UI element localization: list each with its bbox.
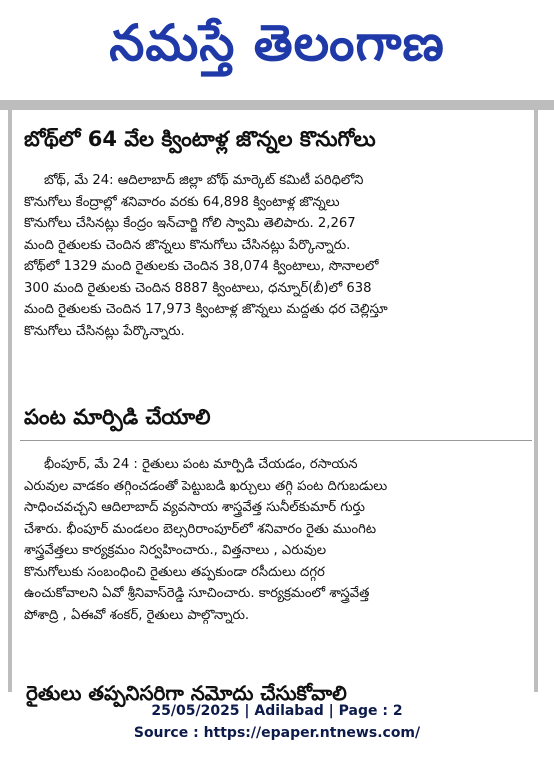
masthead [0,0,554,98]
article-line: శాస్త్రవేత్తలు కార్యక్రమం నిర్వహించారు., విత్తనాలు , ఎరువుల [24,543,327,558]
cut-off-headline: రైతులు తప్పనిసరిగా నమోదు చేసుకోవాలి [26,681,347,705]
article-line: 300 మంది రైతులకు చెందిన 8887 క్వింటాలు, ధన్నూర్(బీ)లో 638 [24,280,372,296]
article-line: ఎరువుల వాడకం తగ్గించడంతో పెట్టుబడి ఖర్చులు తగ్గి పంట దిగుబడులు [24,478,388,494]
article-line: భీంపూర్, మే 24 : రైతులు పంట మార్పిడి చేయడం, రసాయన [44,457,358,472]
article-line: కొనుగోలు కేంద్రాల్లో శనివారం వరకు 64,898 క్వింటాళ్ల జొన్నలు [24,194,340,210]
footer [0,700,554,744]
article-line: మంది రైతులకు చెందిన జొన్నలు కొనుగోలు చేసినట్లు పేర్కొన్నారు. [24,237,351,253]
article-line: కొనుగోలు చేసినట్లు కేంద్రం ఇన్‌చార్జి గోలి స్వామి తెలిపారు. 2,267 [24,216,356,231]
article-line: కొనుగోలు చేసినట్లు పేర్కొన్నారు. [24,323,185,339]
article-headline: బోథ్‌లో 64 వేల క్వింటాళ్ల జొన్నల కొనుగోలు [24,127,376,151]
section-divider [20,440,532,441]
article-body [24,454,520,626]
article-body [24,170,520,342]
article-clipping [8,110,538,705]
article-line: చేశారు. భీంపూర్ మండలం బెల్సరిరాంపూర్‌లో శనివారం రైతు ముంగిట [24,521,376,537]
article-line: పోశాద్రి , ఏఈవో శంకర్, రైతులు పాల్గొన్నారు. [24,607,250,623]
article-line: బోథ్‌లో 1329 మంది రైతులకు చెందిన 38,074 క్వింటాలు, సొనాలలో [24,259,379,274]
article-line: సాధించవచ్చని ఆదిలాబాద్ వ్యవసాయ శాస్త్రవేత్త సునీల్‌కుమార్ గుర్తు [24,500,365,515]
article-line: ఉంచుకోవాలని ఏవో శ్రీనివాస్‌రెడ్డి సూచించారు. కార్యక్రమంలో శాస్త్రవేత్త [24,586,370,601]
footer-source: Source : https://epaper.ntnews.com/ [133,725,421,741]
article-line: మంది రైతులకు చెందిన 17,973 క్వింటాళ్ల జొన్నలు మద్దతు ధర చెల్లిస్తూ [24,302,388,317]
footer-date-edition: 25/05/2025 | Adilabad | Page : 2 [151,703,403,719]
article-headline: పంట మార్పిడి చేయాలి [24,405,211,429]
article-line: కొనుగోలుకు సంబంధించి రైతులు తప్పకుండా రసీదులు దగ్గర [24,564,325,580]
newspaper-title: నమస్తే తెలంగాణ [109,13,445,72]
header-band [0,100,554,110]
article-line: బోథ్, మే 24: ఆదిలాబాద్ జిల్లా బోథ్ మార్కెట్ కమిటీ పరిధిలోని [44,173,364,188]
